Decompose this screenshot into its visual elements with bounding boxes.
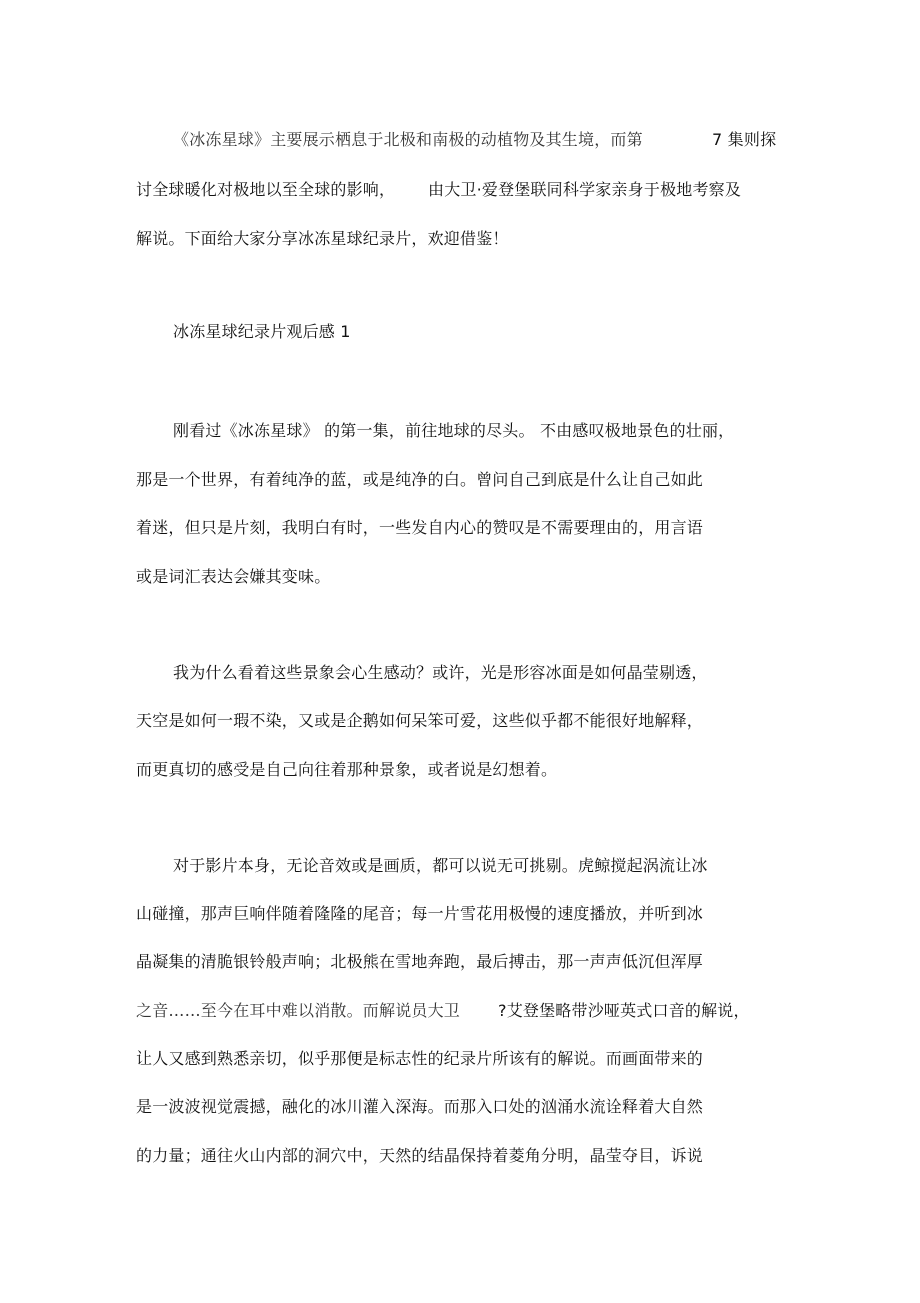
paragraph-line: 着迷，但只是片刻，我明白有时，一些发自内心的赞叹是不需要理由的，用言语: [136, 518, 704, 537]
intro-line-1b: 7 集则探: [712, 130, 777, 149]
paragraph-line: 天空是如何一瑕不染，又或是企鹅如何呆笨可爱，这些似乎都不能很好地解释，: [136, 711, 704, 730]
paragraph-line: 晶凝集的清脆银铃般声响；北极熊在雪地奔跑，最后搏击，那一声声低沉但浑厚: [136, 952, 704, 971]
intro-line-2b: 由大卫·爱登堡联同科学家亲身于极地考察及: [428, 180, 742, 199]
paragraph-line: 的力量；通往火山内部的洞穴中，天然的结晶保持着菱角分明，晶莹夺目，诉说: [136, 1146, 704, 1165]
paragraph-line: 山碰撞，那声巨响伴随着隆隆的尾音；每一片雪花用极慢的速度播放，并听到冰: [136, 904, 704, 923]
paragraph-line: 之音……至今在耳中难以消散。而解说员大卫: [136, 1001, 461, 1020]
paragraph-line: 让人又感到熟悉亲切，似乎那便是标志性的纪录片所该有的解说。而画面带来的: [136, 1049, 704, 1068]
paragraph-line: 对于影片本身，无论音效或是画质，都可以说无可挑剔。虎鲸搅起涡流让冰: [173, 856, 708, 875]
paragraph-line: 是一波波视觉震撼，融化的冰川灌入深海。而那入口处的汹涌水流诠释着大自然: [136, 1097, 704, 1116]
intro-line-3: 解说。下面给大家分享冰冻星球纪录片，欢迎借鉴！: [136, 229, 509, 248]
paragraph-line: 那是一个世界，有着纯净的蓝，或是纯净的白。曾问自己到底是什么让自己如此: [136, 470, 704, 489]
paragraph-line: 我为什么看着这些景象会心生感动？或许，光是形容冰面是如何晶莹剔透，: [173, 663, 708, 682]
paragraph-line: 而更真切的感受是自己向往着那种景象，或者说是幻想着。: [136, 760, 558, 779]
paragraph-line: ?艾登堡略带沙哑英式口音的解说，: [498, 1001, 750, 1020]
paragraph-line: 或是词汇表达会嫌其变味。: [136, 567, 331, 586]
section-title: 冰冻星球纪录片观后感 1: [173, 322, 351, 341]
paragraph-line: 刚看过《冰冻星球》 的第一集，前往地球的尽头。 不由感叹极地景色的壮丽，: [173, 421, 735, 440]
intro-line-1a: 《冰冻星球》主要展示栖息于北极和南极的动植物及其生境，而第: [173, 130, 643, 149]
intro-line-2a: 讨全球暖化对极地以至全球的影响，: [136, 180, 396, 199]
